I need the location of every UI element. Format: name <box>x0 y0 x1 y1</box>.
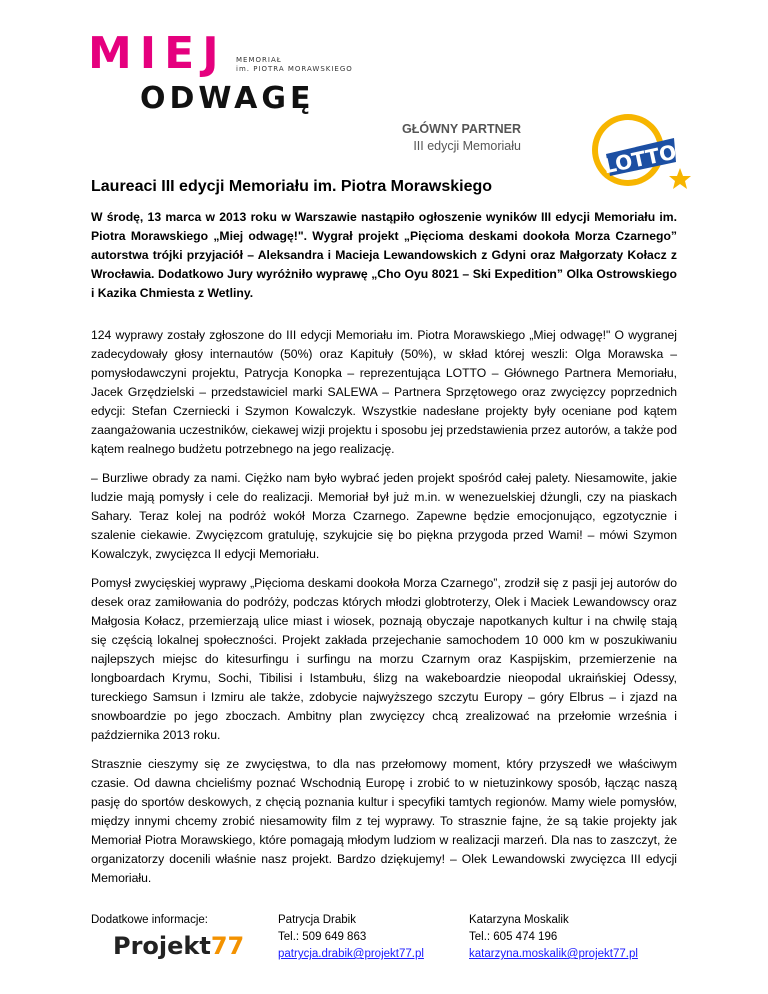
projekt77-number: 77 <box>210 932 245 960</box>
contact-card <box>278 912 424 963</box>
footer-info-label: Dodatkowe informacje: <box>91 914 208 926</box>
contact-phone: Tel.: 509 649 863 <box>278 931 367 943</box>
contact-email-link[interactable]: katarzyna.moskalik@projekt77.pl <box>469 948 638 960</box>
paragraph-2: 124 wyprawy zostały zgłoszone do III edycji Memoriału im. Piotra Morawskiego „Miej odwagę!" O wygranej zadecydowały głosy internautów (50%) oraz Kapituły (50%), w skład której weszli: Olga Morawska – pomysłodawczyni projektu, Patrycja Konopka – reprezentująca LOTTO – Głównego Partnera Memoriału, Jacek Grzędzielski – przedstawiciel marki SALEWA – Partnera Sprzętowego oraz zwycięzcy poprzednich edycji: Stefan Czerniecki i Szymon Kowalczyk. Wszystkie nadesłane projekty były oceniane pod kątem zaangażowania uczestników, ciekawej wizji projektu i sposobu jej przedstawienia przez autorów, a także pod kątem realnego budżetu potrzebnego na jego realizację. <box>91 328 677 456</box>
contact-email-link[interactable]: patrycja.drabik@projekt77.pl <box>278 948 424 960</box>
contact-name: Katarzyna Moskalik <box>469 914 569 926</box>
main-partner-label: GŁÓWNY PARTNER <box>402 122 521 136</box>
lead-paragraph: W środę, 13 marca w 2013 roku w Warszawie nastąpiło ogłoszenie wyników III edycji Memoriału im. Piotra Morawskiego „Miej odwagę!". Wygrał projekt „Pięcioma deskami dookoła Morza Czarnego” autorstwa trójki przyjaciół – Aleksandra i Macieja Lewandowskich z Gdyni oraz Małgorzaty Kołacz z Wrocławia. Dodatkowo Jury wyróżniło wyprawę „Cho Oyu 8021 – Ski Expedition” Olka Ostrowskiego i Kazika Chmiesta z Wetliny. <box>91 210 677 300</box>
lotto-star-icon <box>669 168 691 189</box>
contact-card <box>469 912 638 963</box>
miej-odwage-logo <box>88 30 358 120</box>
paragraph-3: – Burzliwe obrady za nami. Ciężko nam było wybrać jeden projekt spośród całej palety. Niesamowite, jakie ludzie mają pomysły i cele do realizacji. Memoriał był już m.in. w wenezuelskiej dżungli, czy na piaskach Sahary. Teraz kolej na podróż wokół Morza Czarnego. Zapewne będzie emocjonująco, egzotycznie i szalenie ciekawie. Zwycięzcom gratuluję, szykujcie się bo piękna przygoda przed Wami! – mówi Szymon Kowalczyk, zwycięzca II edycji Memoriału. <box>91 471 677 561</box>
main-partner-edition: III edycji Memoriału <box>413 139 521 153</box>
logo-memorial-line1: MEMORIAŁ <box>236 56 282 64</box>
contact-phone: Tel.: 605 474 196 <box>469 931 558 943</box>
contact-name: Patrycja Drabik <box>278 914 356 926</box>
logo-miej-text: MIEJ <box>88 28 227 79</box>
paragraph-4: Pomysł zwycięskiej wyprawy „Pięcioma deskami dookoła Morza Czarnego”, zrodził się z pasji jej autorów do desek oraz zamiłowania do podróży, podczas których młodzi globtroterzy, Olek i Maciek Lewandowscy oraz Małgosia Kołacz, przemierzają ulice miast i wiosek, poznają obyczaje napotkanych kultur i na chwilę stają się częścią lokalnej społeczności. Projekt zakłada przejechanie samochodem 10 000 km w poszukiwaniu najlepszych miejsc do kitesurfingu i surfingu na morzu Czarnym oraz Kaspijskim, przemierzenie na longboardach Krymu, Sochi, Tibilisi i Istambułu, ślizg na wakeboardzie nieopodal ukraińskiej Odessy, tureckiego Samsun i Izmiru ale także, zdobycie najwyższego szczytu Europy – góry Elbrus – i zjazd na snowboardzie po jego zboczach. Ambitny plan zwycięzcy chcą zrealizować na przełomie września i października 2013 roku. <box>91 576 677 742</box>
lotto-brand-text: LOTTO <box>601 139 679 179</box>
projekt77-brand: Projekt <box>113 932 211 960</box>
lotto-logo <box>576 110 696 200</box>
logo-odwage-text: ODWAGĘ <box>140 81 315 116</box>
logo-memorial-line2: im. PIOTRA MORAWSKIEGO <box>236 65 353 73</box>
main-partner-block <box>355 121 521 155</box>
projekt77-logo <box>113 932 244 960</box>
logo-memorial-text <box>236 56 353 74</box>
page-title: Laureaci III edycji Memoriału im. Piotra Morawskiego <box>91 178 493 195</box>
paragraph-5: Strasznie cieszymy się ze zwycięstwa, to dla nas przełomowy moment, który przyszedł we właściwym czasie. Od dawna chcieliśmy poznać Wschodnią Europę i zrobić to w nietuzinkowy sposób, łącząc naszą pasję do sportów deskowych, z chęcią poznania kultur i specyfiki tamtych regionów. Mamy wiele pomysłów, między innymi chcemy zrobić niesamowity film z tej wyprawy. To strasznie fajne, że są takie projekty jak Memoriał Piotra Morawskiego, które pomagają młodym ludziom w realizacji marzeń. Dla nas to zaszczyt, że organizatorzy docenili właśnie nasz projekt. Bardzo dziękujemy! – Olek Lewandowski zwycięzca III edycji Memoriału. <box>91 757 677 885</box>
